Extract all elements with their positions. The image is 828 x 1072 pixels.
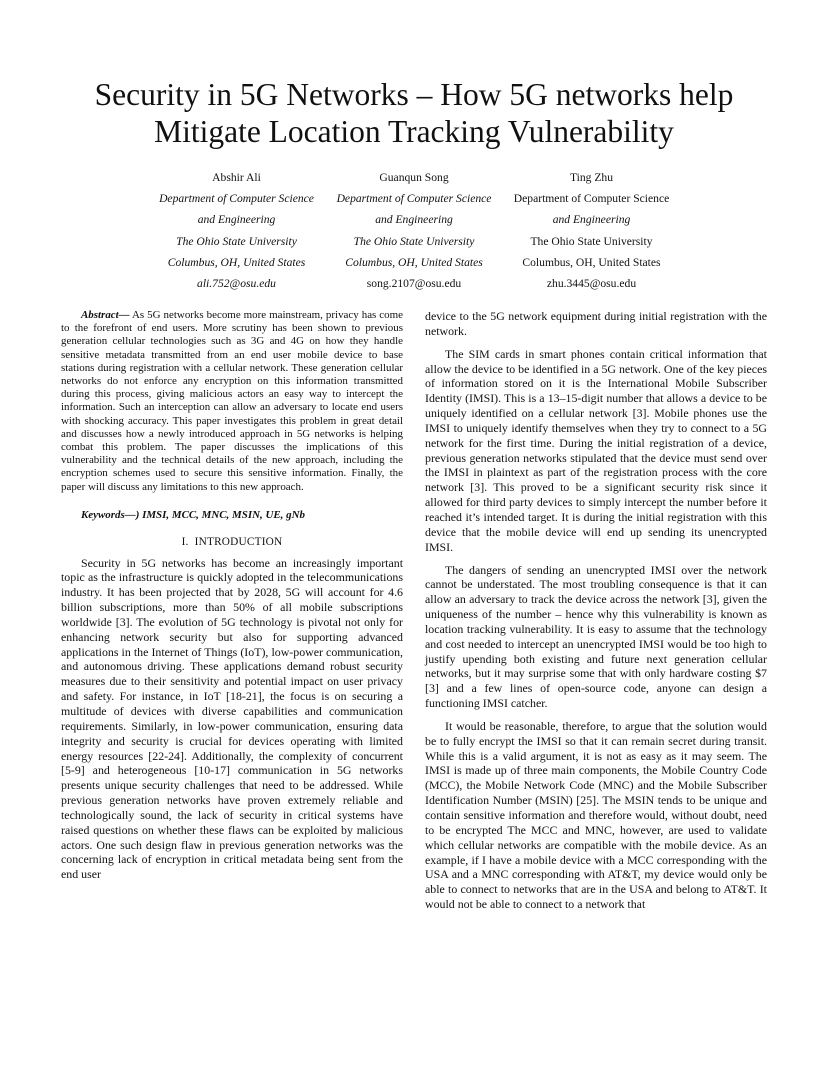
author-department: Department of Computer Science <box>513 192 670 206</box>
author-university: The Ohio State University <box>530 234 653 248</box>
author-university: The Ohio State University <box>353 234 475 248</box>
author-name: Guanqun Song <box>379 171 449 184</box>
author-name: Abshir Ali <box>212 171 261 184</box>
title-line-2: Mitigate Location Tracking Vulnerability <box>154 114 674 149</box>
author-department-line2: and Engineering <box>375 213 453 227</box>
author-email: song.2107@osu.edu <box>366 277 462 291</box>
author-1 <box>148 167 325 294</box>
author-department-line2: and Engineering <box>197 213 276 227</box>
paragraph: The SIM cards in smart phones contain critical information that allow the device to be identified in a 5G network. One of the key pieces of information stored on it is the International Mobile Subscriber Identity (IMSI). This is a 13–15-digit number that allows a device to be uniquely identified on a cellular network [3]. Mobile phones use the IMSI to uniquely identify themselves when they try to connect to a 5G network for the first time. During the initial registration of a device, previous generation networks stipulated that the device must send over the IMSI in plaintext as part of the registration process with the core network [3]. This proved to be a significant security risk since it allowed for third party devices to simply intercept the number before it reached it’s intended target. It is during the initial registration with this device that the mobile device will end up sending its unencrypted IMSI. <box>425 346 767 554</box>
keywords: Keywords—) IMSI, MCC, MNC, MSIN, UE, gNb <box>81 508 305 521</box>
section-title-rest: NTRODUCTION <box>198 535 283 548</box>
author-department-line2: and Engineering <box>552 213 631 227</box>
abstract-label: Abstract— <box>81 309 130 321</box>
author-location: Columbus, OH, United States <box>167 255 306 269</box>
paragraph: Security in 5G networks has become an increasingly important topic as the infrastructure is quickly adopted in the telecommunications industry. It has been projected that by 2028, 5G will account for 4.6 billion subscriptions, more than 50% of all mobile subscriptions worldwide [3]. The evolution of 5G technology is pivotal not only for enhancing network security but also for supporting advanced applications in the Internet of Things (IoT), low-power communication, and autonomous driving. These applications demand robust security measures due to their sensitivity and potential impact on user privacy and safety. For instance, in IoT [18-21], the focus is on securing a multitude of devices with diverse capabilities and communication requirements. Similarly, in low-power communication, ensuring data integrity and security is crucial for devices operating with limited energy resources [22-24]. Additionally, the complexity of concurrent [5-9] and heterogeneous [10-17] communication in 5G networks presents unique security challenges that need to be addressed. While previous generation networks have proven extremely reliable and technologically sound, the lack of security in critical systems have raised questions on whether these flaws can be exploited by malicious actors. One such design flaw in previous generation networks was the concerning lack of encryption in critical metadata being sent from the end user <box>61 555 403 882</box>
paragraph: The dangers of sending an unencrypted IMSI over the network cannot be understated. The most troubling consequence is that it can allow an adversary to track the device across the network [3], given the uniqueness of the number – hence why this vulnerability is known as location tracking vulnerability. It is easy to assume that the technology and cost needed to intercept an unencrypted IMSI would be too high to justify upending both existing and future next generation cellular networks, but it may surprise some that with only hardware costing $7 [3] and a few lines of open-source code, anyone can design a functioning IMSI catcher. <box>425 562 767 711</box>
section-title-initial: I <box>194 535 199 548</box>
author-2 <box>326 167 503 294</box>
paragraph: It would be reasonable, therefore, to argue that the solution would be to fully encrypt the IMSI so that it can remain secret during transit. While this is a valid argument, it is not as easy as it may seem. The IMSI is made up of three main components, the Mobile Country Code (MCC), the Mobile Network Code (MNC) and the Mobile Subscriber Identification Number (MSIN) [25]. The MSIN tends to be unique and contain sensitive information and therefore would, without doubt, need to be encrypted The MCC and MNC, however, are used to validate which cellular networks are compatible with the mobile device. As an example, if I have a mobile device with a MCC corresponding with the USA and a MNC corresponding with AT&T, my device would only be able to connect to networks that are in the USA and belong to AT&T. It would not be able to connect to a network that <box>425 718 767 912</box>
author-location: Columbus, OH, United States <box>522 255 661 269</box>
abstract-text: As 5G networks become more mainstream, privacy has come to the forefront of end users. More scrutiny has been shown to previous generation cellular technologies such as 3G and 4G on how they handle sensitive metadata transmitted from an end user mobile device to base stations during registration with a cellular network. These generation cellular networks do not enforce any encryption on this information transmitted during this process, giving malicious actors an easy way to intercept the information. Such an interception can allow an adversary to locate end users with shocking accuracy. This paper investigates this problem in great detail and discusses how a newly introduced approach in 5G networks is helping combat this problem. The paper discusses the implications of this vulnerability and the technical details of the new approach, including the encryption schemes used to secure this sensitive information. Finally, the paper will discuss any limitations to this new approach. <box>61 309 403 493</box>
author-block <box>148 167 680 294</box>
paragraph: device to the 5G network equipment during initial registration with the network. <box>425 309 767 338</box>
paper-title <box>40 76 788 150</box>
author-email: zhu.3445@osu.edu <box>546 277 637 291</box>
abstract <box>61 309 403 494</box>
author-location: Columbus, OH, United States <box>345 255 483 269</box>
right-column <box>425 309 767 920</box>
author-department: Department of Computer Science <box>159 192 314 206</box>
section-number: I. <box>181 535 189 548</box>
author-university: The Ohio State University <box>176 234 297 248</box>
author-department: Department of Computer Science <box>336 192 492 206</box>
left-column <box>61 309 403 890</box>
author-email: ali.752@osu.edu <box>197 277 276 291</box>
section-heading-introduction <box>61 535 403 550</box>
author-name: Ting Zhu <box>569 171 614 184</box>
title-line-1: Security in 5G Networks – How 5G networks help <box>94 77 734 112</box>
author-3 <box>503 167 680 294</box>
